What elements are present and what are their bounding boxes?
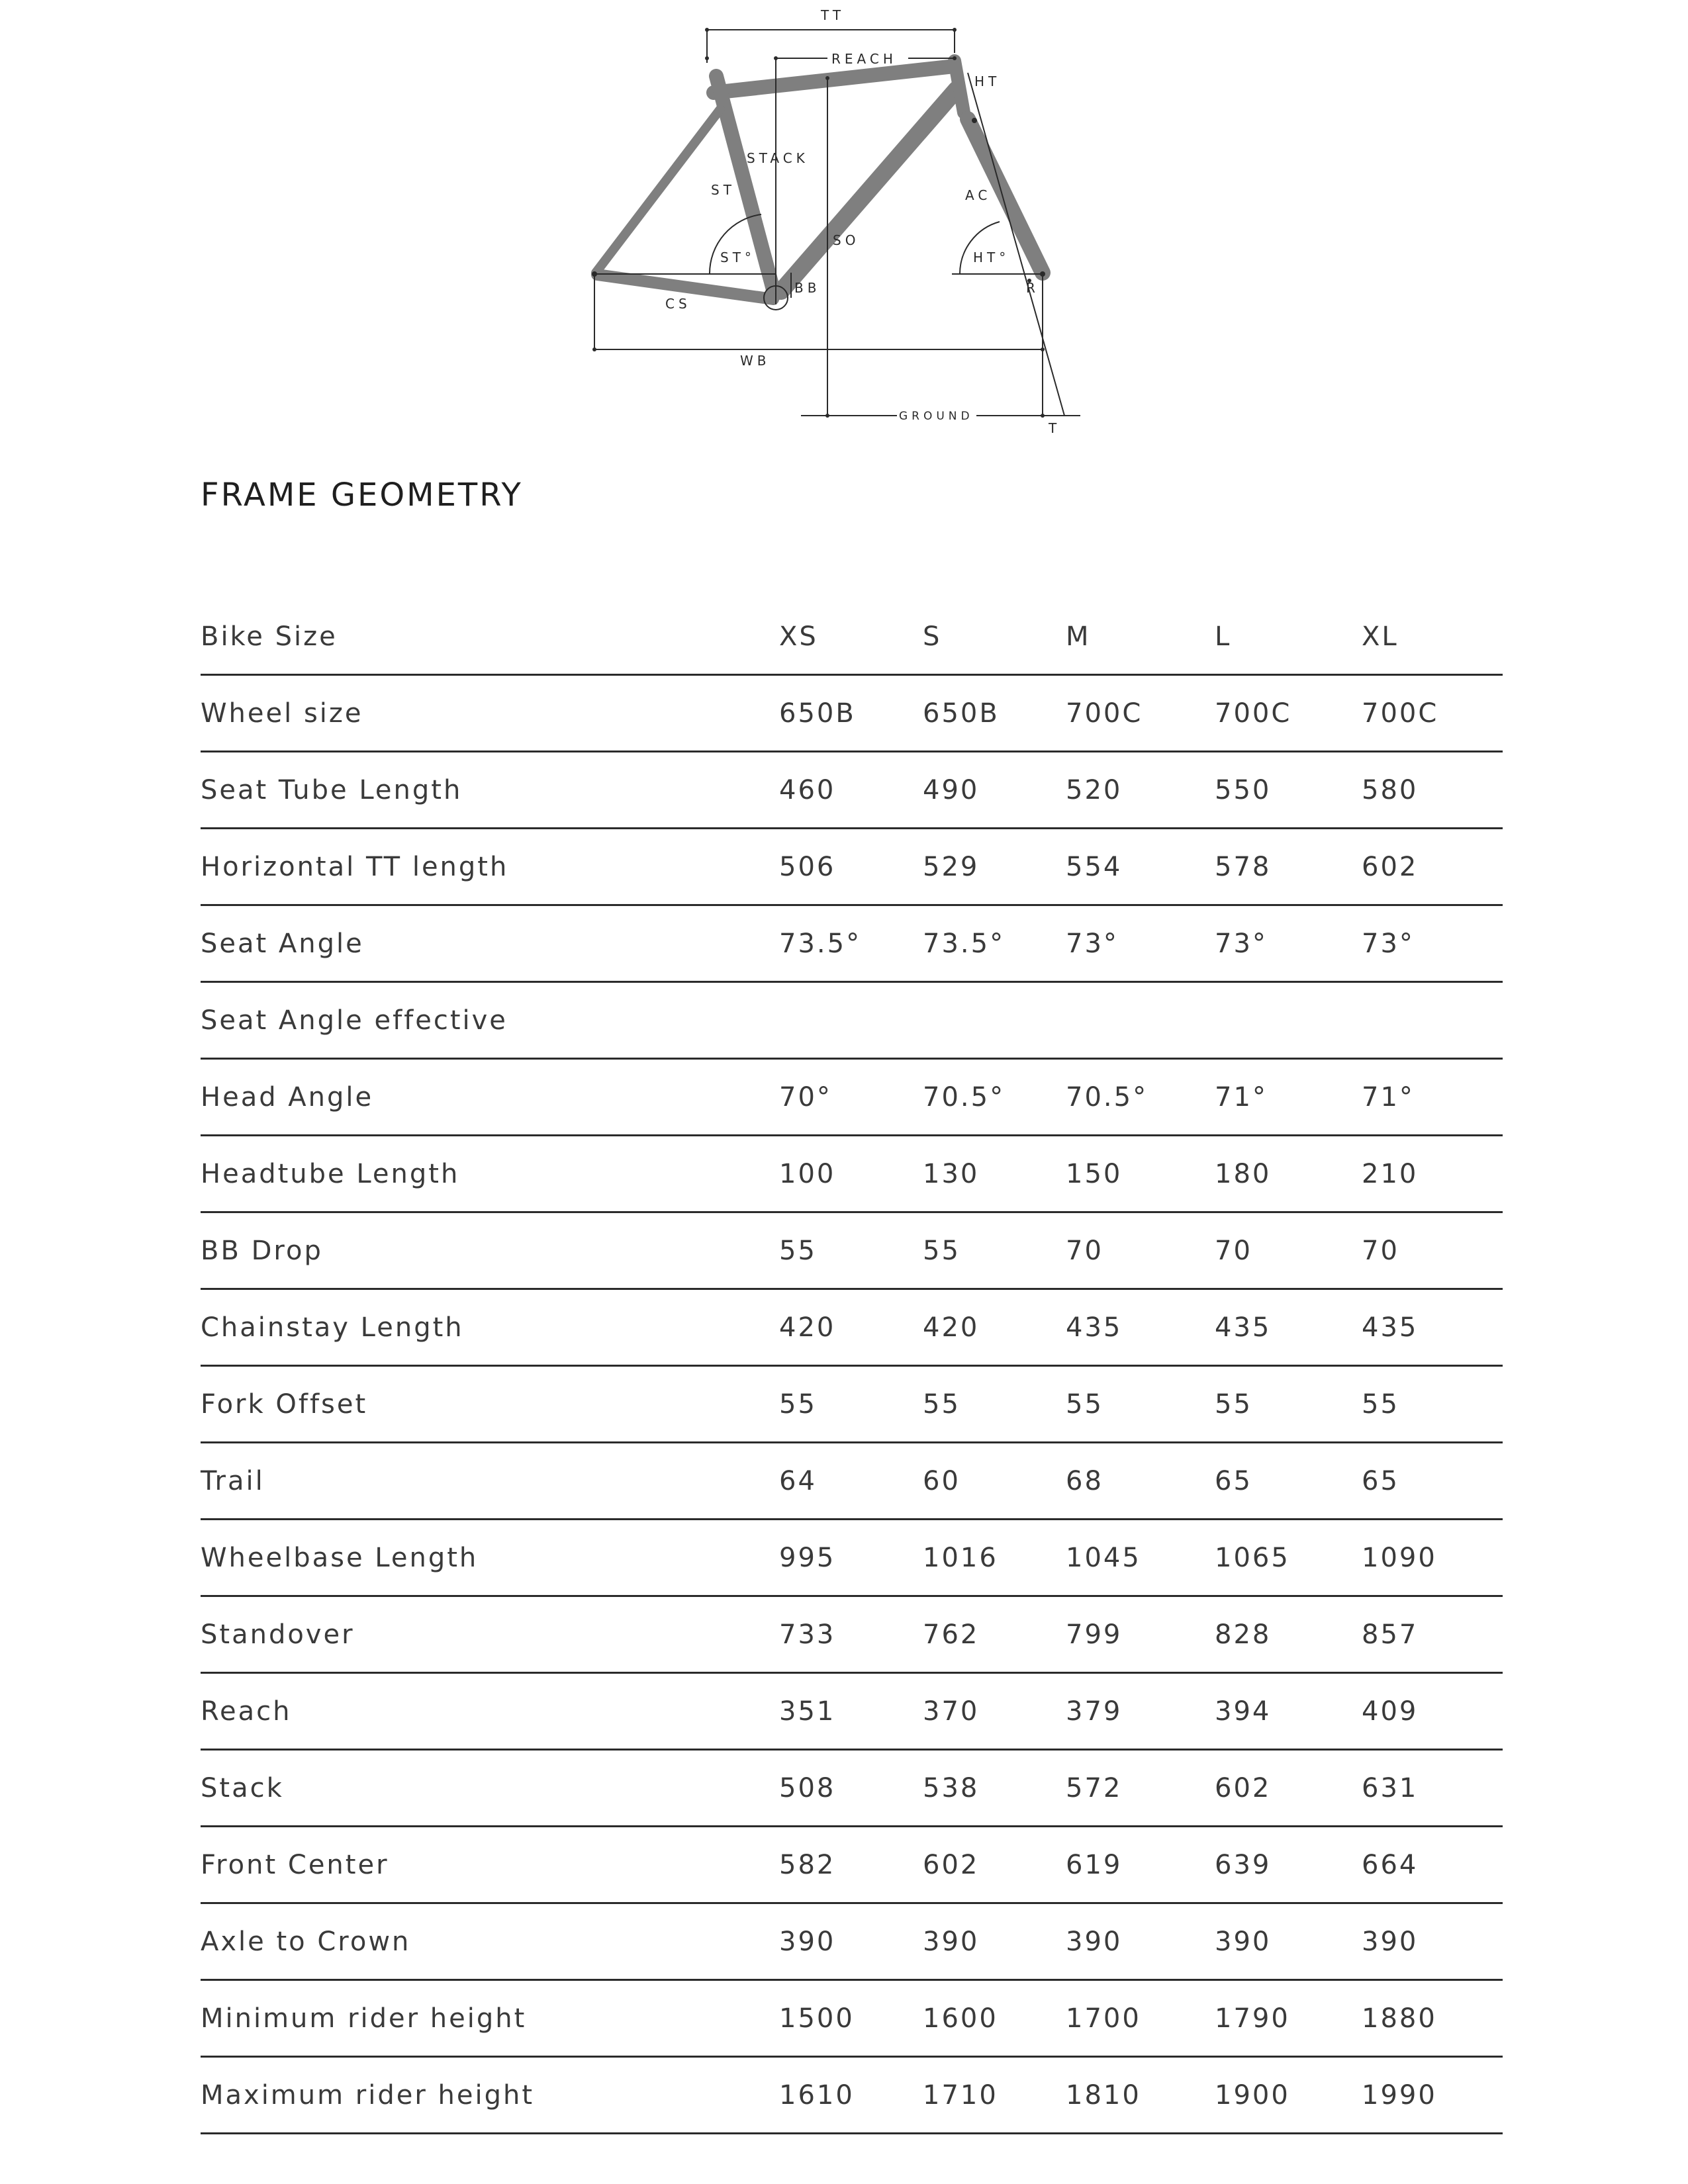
row-label: Wheel size xyxy=(201,675,779,752)
row-value: 1790 xyxy=(1215,1980,1362,2057)
table-row xyxy=(201,905,1503,982)
header-bike-size: Bike Size xyxy=(201,599,779,675)
row-value: 420 xyxy=(779,1289,923,1366)
row-value: 1710 xyxy=(923,2057,1066,2134)
row-value xyxy=(1215,982,1362,1059)
row-value: 390 xyxy=(1362,1903,1503,1980)
label-stack: STACK xyxy=(747,150,809,166)
row-value: 68 xyxy=(1066,1443,1215,1520)
row-value xyxy=(779,982,923,1059)
row-value: 71° xyxy=(1362,1059,1503,1136)
row-value: 55 xyxy=(923,1366,1066,1443)
row-label: Maximum rider height xyxy=(201,2057,779,2134)
table-row xyxy=(201,1903,1503,1980)
label-st-angle: ST° xyxy=(720,250,755,265)
table-row xyxy=(201,1520,1503,1596)
label-ht: HT xyxy=(974,73,1001,89)
table-row xyxy=(201,1059,1503,1136)
row-value: 733 xyxy=(779,1596,923,1673)
table-row xyxy=(201,1136,1503,1212)
row-value: 379 xyxy=(1066,1673,1215,1750)
table-row xyxy=(201,1673,1503,1750)
row-value: 1700 xyxy=(1066,1980,1215,2057)
row-value: 1900 xyxy=(1215,2057,1362,2134)
row-value: 390 xyxy=(923,1903,1066,1980)
table-row xyxy=(201,1750,1503,1827)
row-value: 1810 xyxy=(1066,2057,1215,2134)
row-label: Reach xyxy=(201,1673,779,1750)
row-value: 650B xyxy=(923,675,1066,752)
row-value: 580 xyxy=(1362,752,1503,829)
row-value: 1990 xyxy=(1362,2057,1503,2134)
down-tube xyxy=(781,89,957,291)
row-value: 70 xyxy=(1215,1212,1362,1289)
row-label: Seat Angle effective xyxy=(201,982,779,1059)
row-value: 578 xyxy=(1215,829,1362,905)
table-row xyxy=(201,675,1503,752)
row-value: 529 xyxy=(923,829,1066,905)
row-value: 762 xyxy=(923,1596,1066,1673)
row-label: Chainstay Length xyxy=(201,1289,779,1366)
label-ground: GROUND xyxy=(899,410,974,423)
frame-geometry-diagram xyxy=(543,0,1139,450)
label-st: ST xyxy=(711,182,735,198)
row-value: 210 xyxy=(1362,1136,1503,1212)
row-value: 435 xyxy=(1066,1289,1215,1366)
row-value: 70.5° xyxy=(923,1059,1066,1136)
label-r: R xyxy=(1026,280,1039,296)
table-row xyxy=(201,1443,1503,1520)
row-value: 390 xyxy=(779,1903,923,1980)
head-tube xyxy=(955,61,964,113)
row-value xyxy=(923,982,1066,1059)
row-label: Minimum rider height xyxy=(201,1980,779,2057)
row-value: 857 xyxy=(1362,1596,1503,1673)
row-value xyxy=(1362,982,1503,1059)
row-label: Stack xyxy=(201,1750,779,1827)
table-row xyxy=(201,1980,1503,2057)
row-value: 70.5° xyxy=(1066,1059,1215,1136)
row-label: Fork Offset xyxy=(201,1366,779,1443)
table-row xyxy=(201,982,1503,1059)
row-value: 639 xyxy=(1215,1827,1362,1903)
row-label: Trail xyxy=(201,1443,779,1520)
row-value: 71° xyxy=(1215,1059,1362,1136)
row-value: 828 xyxy=(1215,1596,1362,1673)
table-row xyxy=(201,1596,1503,1673)
table-row xyxy=(201,1289,1503,1366)
label-reach: REACH xyxy=(831,51,897,67)
table-row xyxy=(201,752,1503,829)
row-value: 490 xyxy=(923,752,1066,829)
row-value: 394 xyxy=(1215,1673,1362,1750)
row-label: Front Center xyxy=(201,1827,779,1903)
top-tube xyxy=(714,66,955,93)
label-ht-angle: HT° xyxy=(973,250,1010,265)
row-value: 64 xyxy=(779,1443,923,1520)
row-value: 180 xyxy=(1215,1136,1362,1212)
row-value: 520 xyxy=(1066,752,1215,829)
row-value: 619 xyxy=(1066,1827,1215,1903)
row-value: 370 xyxy=(923,1673,1066,1750)
row-value: 602 xyxy=(923,1827,1066,1903)
row-label: Head Angle xyxy=(201,1059,779,1136)
row-value: 55 xyxy=(923,1212,1066,1289)
header-size-s: S xyxy=(923,599,1066,675)
table-row xyxy=(201,1212,1503,1289)
row-value: 55 xyxy=(1362,1366,1503,1443)
row-value: 602 xyxy=(1215,1750,1362,1827)
row-value: 60 xyxy=(923,1443,1066,1520)
row-value: 390 xyxy=(1215,1903,1362,1980)
row-value: 70° xyxy=(779,1059,923,1136)
row-value: 700C xyxy=(1215,675,1362,752)
row-value: 409 xyxy=(1362,1673,1503,1750)
header-size-xs: XS xyxy=(779,599,923,675)
label-wb: WB xyxy=(740,353,771,369)
label-cs: CS xyxy=(665,296,691,312)
row-label: Standover xyxy=(201,1596,779,1673)
row-value: 55 xyxy=(1066,1366,1215,1443)
row-value: 700C xyxy=(1066,675,1215,752)
row-value: 995 xyxy=(779,1520,923,1596)
row-label: Seat Angle xyxy=(201,905,779,982)
row-value: 420 xyxy=(923,1289,1066,1366)
table-row xyxy=(201,1827,1503,1903)
row-label: Seat Tube Length xyxy=(201,752,779,829)
header-size-m: M xyxy=(1066,599,1215,675)
row-value: 538 xyxy=(923,1750,1066,1827)
row-value: 506 xyxy=(779,829,923,905)
label-so: SO xyxy=(833,232,860,248)
row-value: 1600 xyxy=(923,1980,1066,2057)
row-value: 100 xyxy=(779,1136,923,1212)
row-value: 65 xyxy=(1362,1443,1503,1520)
row-value: 1500 xyxy=(779,1980,923,2057)
row-value: 1880 xyxy=(1362,1980,1503,2057)
page-title: FRAME GEOMETRY xyxy=(201,477,523,514)
header-size-xl: XL xyxy=(1362,599,1503,675)
label-t: T xyxy=(1049,420,1061,436)
row-value: 650B xyxy=(779,675,923,752)
row-value: 73° xyxy=(1362,905,1503,982)
row-value: 73° xyxy=(1066,905,1215,982)
row-value: 351 xyxy=(779,1673,923,1750)
row-value: 1090 xyxy=(1362,1520,1503,1596)
row-value: 1016 xyxy=(923,1520,1066,1596)
row-value: 390 xyxy=(1066,1903,1215,1980)
row-value: 70 xyxy=(1066,1212,1215,1289)
row-label: Headtube Length xyxy=(201,1136,779,1212)
table-header-row xyxy=(201,599,1503,675)
row-value: 435 xyxy=(1215,1289,1362,1366)
table-row xyxy=(201,1366,1503,1443)
row-value: 572 xyxy=(1066,1750,1215,1827)
row-value: 664 xyxy=(1362,1827,1503,1903)
row-value: 631 xyxy=(1362,1750,1503,1827)
table-body xyxy=(201,675,1503,2134)
row-value: 582 xyxy=(779,1827,923,1903)
row-value: 1610 xyxy=(779,2057,923,2134)
label-ac: AC xyxy=(965,187,992,203)
geometry-table xyxy=(201,599,1503,2134)
label-bb: BB xyxy=(794,280,821,296)
seat-stay xyxy=(596,109,720,273)
row-value: 55 xyxy=(1215,1366,1362,1443)
row-value: 70 xyxy=(1362,1212,1503,1289)
row-value: 73.5° xyxy=(923,905,1066,982)
row-value xyxy=(1066,982,1215,1059)
label-tt: TT xyxy=(821,7,845,23)
row-value: 700C xyxy=(1362,675,1503,752)
row-value: 550 xyxy=(1215,752,1362,829)
row-value: 460 xyxy=(779,752,923,829)
row-value: 1065 xyxy=(1215,1520,1362,1596)
row-value: 508 xyxy=(779,1750,923,1827)
row-value: 150 xyxy=(1066,1136,1215,1212)
row-label: Wheelbase Length xyxy=(201,1520,779,1596)
row-value: 435 xyxy=(1362,1289,1503,1366)
row-value: 554 xyxy=(1066,829,1215,905)
row-value: 73° xyxy=(1215,905,1362,982)
table-row xyxy=(201,2057,1503,2134)
row-value: 55 xyxy=(779,1212,923,1289)
row-value: 130 xyxy=(923,1136,1066,1212)
row-label: Horizontal TT length xyxy=(201,829,779,905)
row-value: 602 xyxy=(1362,829,1503,905)
row-value: 1045 xyxy=(1066,1520,1215,1596)
row-value: 65 xyxy=(1215,1443,1362,1520)
table-row xyxy=(201,829,1503,905)
row-label: Axle to Crown xyxy=(201,1903,779,1980)
row-label: BB Drop xyxy=(201,1212,779,1289)
row-value: 799 xyxy=(1066,1596,1215,1673)
row-value: 73.5° xyxy=(779,905,923,982)
row-value: 55 xyxy=(779,1366,923,1443)
header-size-l: L xyxy=(1215,599,1362,675)
